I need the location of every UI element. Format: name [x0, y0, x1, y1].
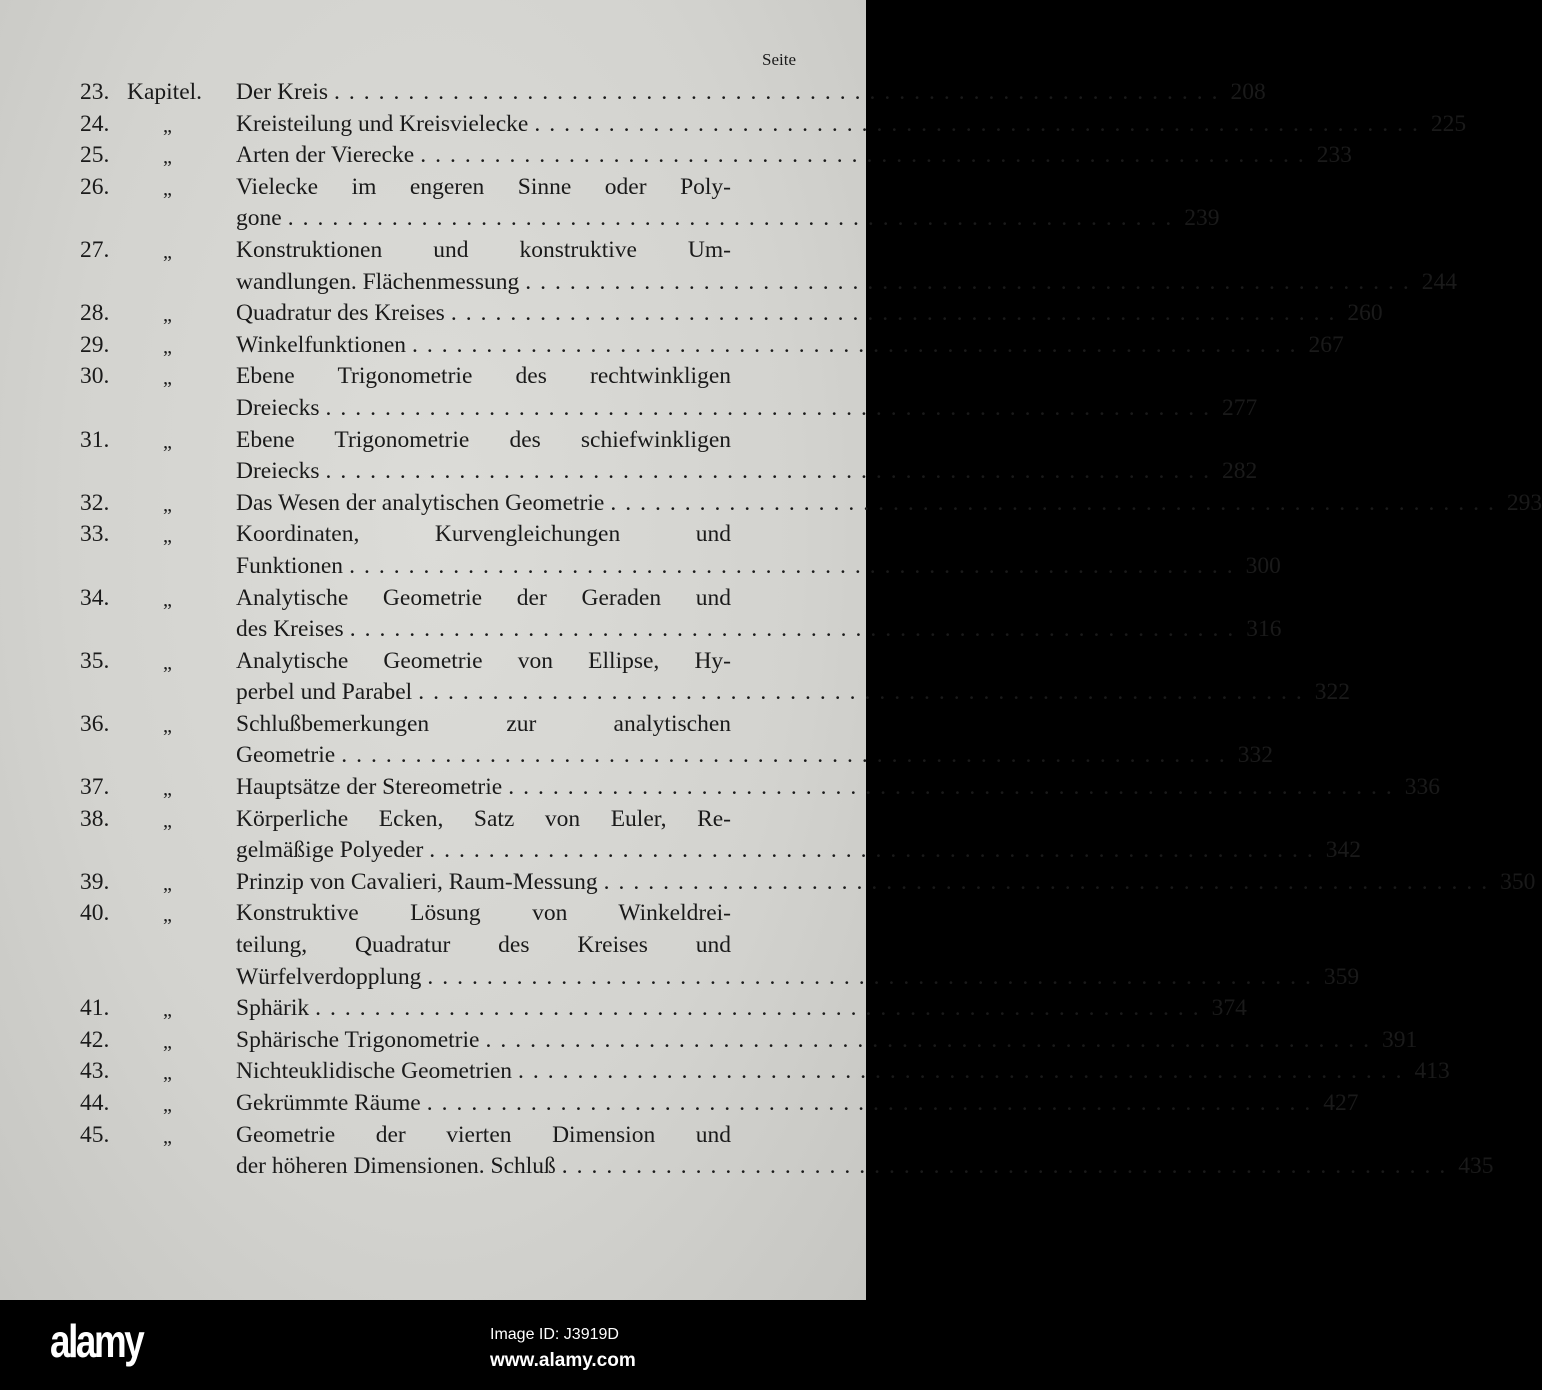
chapter-number: 44. [80, 1090, 110, 1116]
chapter-title-line: Winkelfunktionen [236, 331, 407, 358]
page-number: 359 [1323, 963, 1360, 990]
chapter-number: 25. [80, 142, 110, 169]
chapter-title-final-line [236, 740, 1273, 772]
toc-line [0, 772, 1440, 804]
page-number: 260 [1347, 300, 1383, 327]
ditto-mark: „ [163, 651, 172, 674]
page-number: 300 [1245, 552, 1281, 579]
chapter-number: 31. [80, 426, 110, 453]
ditto-mark: „ [163, 367, 172, 390]
chapter-title-line: Koordinaten, Kurvengleichungen und [236, 521, 731, 548]
chapter-title-line: Ebene Trigonometrie des schiefwinkligen [236, 426, 731, 453]
toc-entry [0, 583, 1282, 646]
dot-leader: ............................................................ [334, 79, 1227, 105]
toc-line [0, 425, 866, 457]
toc-line [0, 172, 866, 204]
chapter-title-final-line [236, 677, 1350, 709]
chapter-number: 40. [80, 900, 110, 927]
chapter-label: Kapitel. [127, 79, 203, 105]
dot-leader: ............................................................ [315, 995, 1208, 1022]
page-number: 293 [1506, 489, 1542, 516]
dot-leader: ............................................................ [325, 458, 1219, 485]
chapter-title-final-line [236, 330, 1344, 362]
chapter-number: 32. [80, 489, 110, 516]
dot-leader: ............................................................ [534, 110, 1427, 137]
page-number: 336 [1404, 774, 1440, 801]
toc-entry [0, 140, 1352, 172]
chapter-title-line: Quadratur des Kreises [236, 300, 445, 327]
toc-entry [0, 488, 1542, 520]
toc-line [0, 330, 1344, 362]
toc-line [0, 646, 866, 678]
chapter-title-final-line [236, 772, 1440, 804]
chapter-title-final-line [236, 77, 1266, 109]
toc-entry [0, 425, 1258, 488]
ditto-mark: „ [163, 714, 172, 737]
chapter-title-line: Vielecke im engeren Sinne oder Poly- [236, 173, 731, 200]
dot-leader: ............................................................ [429, 837, 1322, 864]
dot-leader: ............................................................ [450, 300, 1344, 327]
chapter-title-line: Würfelverdopplung [236, 963, 422, 990]
chapter-title-final-line [236, 267, 1458, 299]
toc-line [0, 1120, 866, 1152]
toc-line [0, 898, 866, 930]
page-number: 225 [1430, 110, 1467, 137]
chapter-title-final-line [236, 551, 1281, 583]
toc-line [0, 361, 866, 393]
toc-line [0, 1056, 1450, 1088]
page-number: 239 [1184, 205, 1220, 232]
chapter-number: 35. [80, 647, 110, 674]
ditto-mark: „ [163, 146, 172, 169]
toc-line [0, 993, 1247, 1025]
page-number: 316 [1246, 616, 1282, 643]
dot-leader: ............................................................ [518, 1058, 1411, 1085]
chapter-title-line: Analytische Geometrie der Geraden und [236, 584, 731, 611]
chapter-title-final-line [236, 109, 1467, 141]
ditto-mark: „ [163, 904, 172, 927]
dot-leader: ............................................................ [603, 868, 1497, 895]
page-column-heading: Seite [762, 50, 796, 69]
dot-leader: ............................................................ [341, 742, 1234, 769]
chapter-number: 43. [80, 1058, 110, 1085]
toc-entry [0, 772, 1440, 804]
chapter-title-line: Prinzip von Cavalieri, Raum-Messung [236, 868, 598, 895]
chapter-title-final-line [236, 993, 1247, 1025]
toc-entry [0, 109, 1467, 141]
toc-line [0, 109, 1467, 141]
toc-line [0, 140, 1352, 172]
ditto-mark: „ [163, 240, 172, 263]
chapter-number: 37. [80, 774, 110, 801]
chapter-title-final-line [236, 140, 1352, 172]
toc-entry [0, 867, 1536, 899]
dot-leader: ............................................................ [426, 1090, 1320, 1116]
chapter-title-line: Das Wesen der analytischen Geometrie [236, 489, 605, 516]
toc-line [0, 614, 1282, 646]
chapter-number: 27. [80, 236, 110, 263]
chapter-title-line: Konstruktionen und konstruktive Um- [236, 236, 731, 263]
page-number: 435 [1458, 1153, 1494, 1180]
chapter-number: 26. [80, 173, 110, 200]
page-number: 413 [1414, 1058, 1450, 1085]
dot-leader: ............................................................ [418, 679, 1311, 706]
toc-line [0, 77, 1266, 109]
chapter-number: 41. [80, 995, 110, 1022]
ditto-mark: „ [163, 430, 172, 453]
page-number: 427 [1323, 1090, 1359, 1116]
page-number: 244 [1421, 268, 1458, 295]
dot-leader: ............................................................ [349, 552, 1242, 579]
chapter-number: 38. [80, 805, 110, 832]
ditto-mark: „ [163, 809, 172, 832]
chapter-title-line: Funktionen [236, 552, 344, 579]
page-number: 391 [1381, 1026, 1418, 1053]
toc-entry [0, 519, 1281, 582]
ditto-mark: „ [163, 177, 172, 200]
chapter-number: 28. [80, 300, 110, 327]
dot-leader: ............................................................ [420, 142, 1313, 169]
ditto-mark: „ [163, 1094, 172, 1116]
chapter-title-final-line [236, 1025, 1418, 1057]
chapter-title-final-line [236, 1056, 1450, 1088]
toc-entry [0, 804, 1362, 867]
toc-entry [0, 330, 1344, 362]
ditto-mark: „ [163, 1030, 172, 1053]
chapter-title-line: des Kreises [236, 616, 344, 643]
toc-entry [0, 1120, 1494, 1183]
chapter-title-final-line [236, 614, 1282, 646]
page-number: 282 [1222, 458, 1258, 485]
toc-entry [0, 1056, 1450, 1088]
chapter-title-line: teilung, Quadratur des Kreises und [236, 932, 731, 959]
chapter-title-final-line [236, 962, 1360, 994]
toc-entry [0, 77, 1266, 109]
watermark-banner [0, 1300, 866, 1390]
toc-line [0, 267, 1458, 299]
chapter-number: 30. [80, 363, 110, 390]
toc-entry [0, 709, 1273, 772]
chapter-title-line: Der Kreis [236, 79, 329, 105]
chapter-number: 34. [80, 584, 110, 611]
dot-leader: ............................................................ [610, 489, 1503, 516]
chapter-title-final-line [236, 867, 1536, 899]
dot-leader: ............................................................ [349, 616, 1243, 643]
chapter-title-line: Nichteuklidische Geometrien [236, 1058, 513, 1085]
chapter-title-line: wandlungen. Flächenmessung [236, 268, 520, 295]
chapter-title-line: gelmäßige Polyeder [236, 837, 424, 864]
dot-leader: ............................................................ [508, 774, 1401, 801]
toc-line [0, 867, 1536, 899]
ditto-mark: „ [163, 999, 172, 1022]
chapter-title-line: Sphärik [236, 995, 310, 1022]
toc-line [0, 1088, 1359, 1120]
chapter-title-final-line [236, 488, 1542, 520]
chapter-title-line: Dreiecks [236, 394, 320, 421]
chapter-number: 33. [80, 521, 110, 548]
chapter-title-line: der höheren Dimensionen. Schluß [236, 1153, 556, 1180]
ditto-mark: „ [163, 588, 172, 611]
toc-entry [0, 361, 1258, 424]
ditto-mark: „ [163, 493, 172, 516]
chapter-number: 24. [80, 110, 110, 137]
toc-line [0, 1025, 1418, 1057]
toc-line [0, 930, 866, 962]
dot-leader: ............................................................ [427, 963, 1320, 990]
chapter-title-line: gone [236, 205, 282, 232]
toc-line [0, 456, 1258, 488]
website-url: www.alamy.com [490, 1350, 636, 1371]
chapter-title-line: Sphärische Trigonometrie [236, 1026, 480, 1053]
alamy-logo: alamy [50, 1315, 143, 1367]
toc-line [0, 1151, 1494, 1183]
chapter-title-line: Konstruktive Lösung von Winkeldrei- [236, 900, 731, 927]
page-number: 342 [1325, 837, 1362, 864]
image-id: Image ID: J3919D [490, 1326, 619, 1343]
toc-entry [0, 1088, 1359, 1120]
toc-line [0, 519, 866, 551]
chapter-title-line: Dreiecks [236, 458, 320, 485]
toc-entry [0, 298, 1383, 330]
chapter-title-line: perbel und Parabel [236, 679, 413, 706]
toc-entry [0, 1025, 1418, 1057]
chapter-title-final-line [236, 298, 1383, 330]
toc-line [0, 804, 866, 836]
ditto-mark: „ [163, 1062, 172, 1085]
page-number: 267 [1308, 331, 1344, 358]
toc-line [0, 835, 1362, 867]
chapter-number: 23. [80, 79, 110, 105]
toc-entry [0, 898, 1360, 993]
dot-leader: ............................................................ [325, 394, 1219, 421]
toc-line [0, 298, 1383, 330]
chapter-title-final-line [236, 1088, 1359, 1120]
toc-line [0, 740, 1273, 772]
chapter-title-line: Körperliche Ecken, Satz von Euler, Re- [236, 805, 731, 832]
toc-line [0, 393, 1258, 425]
dot-leader: ............................................................ [525, 268, 1418, 295]
chapter-title-line: Gekrümmte Räume [236, 1090, 421, 1116]
toc-line [0, 235, 866, 267]
page-number: 332 [1237, 742, 1273, 769]
toc-line [0, 203, 1220, 235]
toc-entry [0, 646, 1350, 709]
chapter-title-final-line [236, 835, 1362, 867]
chapter-title-line: Geometrie [236, 742, 336, 769]
toc-line [0, 583, 866, 615]
chapter-number: 29. [80, 331, 110, 358]
chapter-title-line: Geometrie der vierten Dimension und [236, 1121, 731, 1148]
chapter-title-final-line [236, 1151, 1494, 1183]
ditto-mark: „ [163, 114, 172, 137]
chapter-title-final-line [236, 203, 1220, 235]
dot-leader: ............................................................ [485, 1026, 1378, 1053]
page-number: 350 [1500, 868, 1536, 895]
page-number: 277 [1222, 394, 1258, 421]
chapter-title-line: Arten der Vierecke [236, 142, 415, 169]
chapter-title-line: Analytische Geometrie von Ellipse, Hy- [236, 647, 731, 674]
ditto-mark: „ [163, 525, 172, 548]
page-number: 374 [1211, 995, 1247, 1022]
page-number: 322 [1314, 679, 1350, 706]
toc-entry [0, 172, 1220, 235]
chapter-number: 45. [80, 1121, 110, 1148]
dot-leader: ............................................................ [287, 205, 1181, 232]
chapter-title-line: Hauptsätze der Stereometrie [236, 774, 503, 801]
page-number: 208 [1230, 79, 1266, 105]
dot-leader: ............................................................ [412, 331, 1305, 358]
chapter-title-line: Ebene Trigonometrie des rechtwinkligen [236, 363, 731, 390]
chapter-title-final-line [236, 456, 1258, 488]
toc-line [0, 677, 1350, 709]
toc-line [0, 962, 1360, 994]
toc-line [0, 709, 866, 741]
chapter-title-line: Kreisteilung und Kreisvielecke [236, 110, 529, 137]
toc-line [0, 488, 1542, 520]
chapter-title-line: Schlußbemerkungen zur analytischen [236, 710, 731, 737]
page-number: 233 [1316, 142, 1352, 169]
dot-leader: ............................................................ [561, 1153, 1455, 1180]
toc-entry [0, 993, 1247, 1025]
ditto-mark: „ [163, 1125, 172, 1148]
table-of-contents [0, 77, 1542, 1183]
chapter-number: 42. [80, 1026, 110, 1053]
ditto-mark: „ [163, 335, 172, 358]
chapter-title-final-line [236, 393, 1258, 425]
ditto-mark: „ [163, 872, 172, 895]
toc-line [0, 551, 1281, 583]
ditto-mark: „ [163, 778, 172, 801]
ditto-mark: „ [163, 304, 172, 327]
toc-entry [0, 235, 1458, 298]
chapter-number: 39. [80, 868, 110, 895]
chapter-number: 36. [80, 710, 110, 737]
